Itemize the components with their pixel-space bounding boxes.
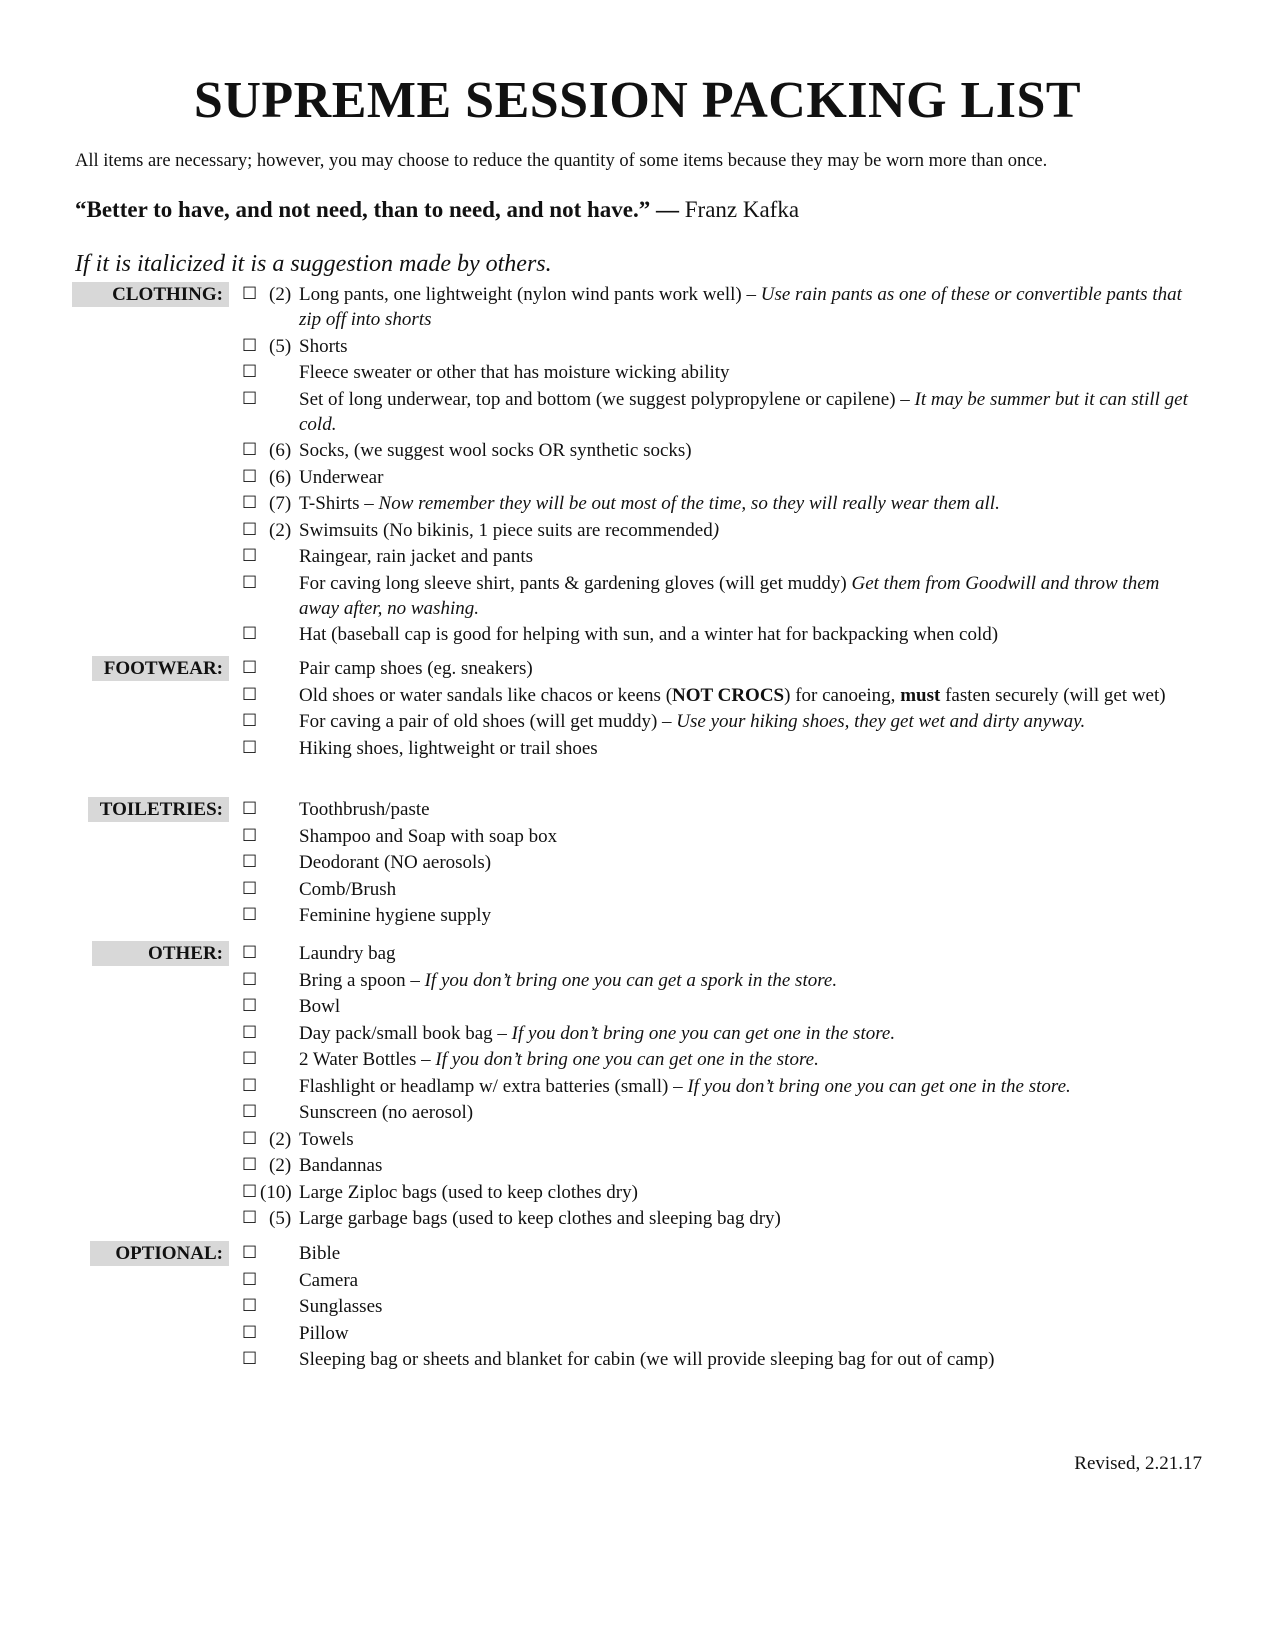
item-emphasis: must [900, 684, 941, 706]
item-list-toiletries [242, 797, 1202, 930]
item-text: Flashlight or headlamp w/ extra batteries (small) – [299, 1075, 683, 1097]
item-suggestion: Use rain pants as one of these or convertible pants that zip off into shorts [299, 284, 1182, 330]
item-list-optional [242, 1241, 1202, 1374]
item-suggestion: If you don’t bring one you can get one in the store. [687, 1075, 1071, 1097]
checkbox[interactable]: ☐ [242, 362, 258, 382]
item-suggestion: Now remember they will be out most of the time, so they will really wear them all. [378, 493, 1000, 514]
checkbox[interactable]: ☐ [242, 1022, 258, 1043]
list-item [242, 571, 1202, 621]
checkbox[interactable]: ☐ [242, 1322, 258, 1343]
item-text: Bandannas [299, 1155, 383, 1176]
item-text: Camera [299, 1269, 359, 1291]
list-item [242, 1241, 1202, 1266]
item-text: T-Shirts – [299, 493, 374, 514]
item-text: Bible [299, 1243, 341, 1264]
item-quantity: (7) [269, 493, 292, 514]
item-text: Set of long underwear, top and bottom (we suggest polypropylene or capilene) – [299, 388, 910, 410]
item-text: Pair camp shoes (eg. sneakers) [299, 658, 533, 679]
item-quantity: (6) [269, 440, 292, 461]
list-item [242, 1100, 1202, 1125]
checkbox[interactable]: ☐ [242, 852, 258, 872]
item-text: Bowl [299, 996, 341, 1017]
item-text: Sunscreen (no aerosol) [299, 1102, 474, 1123]
checkbox[interactable]: ☐ [242, 969, 258, 990]
checkbox[interactable]: ☐ [242, 737, 258, 758]
item-text: Hat (baseball cap is good for helping with sun, and a winter hat for backpacking when cold) [299, 624, 999, 645]
checkbox[interactable]: ☐ [242, 1243, 258, 1263]
item-suggestion: If you don’t bring one you can get one in the store. [511, 1022, 896, 1044]
checkbox[interactable]: ☐ [242, 1049, 258, 1069]
item-text: fasten securely (will get wet) [945, 684, 1166, 706]
checkbox[interactable]: ☐ [242, 546, 258, 566]
item-text: Sunglasses [299, 1296, 383, 1317]
list-item [242, 683, 1202, 708]
item-text: Large Ziploc bags (used to keep clothes dry) [299, 1181, 638, 1203]
list-item [242, 736, 1202, 761]
item-quantity: (2) [269, 1128, 292, 1150]
checkbox[interactable]: ☐ [242, 1181, 258, 1202]
checkbox[interactable]: ☐ [242, 825, 258, 846]
checkbox[interactable]: ☐ [242, 284, 258, 304]
item-text: ) for canoeing, [784, 684, 896, 706]
checkbox[interactable]: ☐ [242, 799, 258, 819]
item-text: Pillow [299, 1322, 349, 1344]
checkbox[interactable]: ☐ [242, 624, 258, 644]
list-item [242, 797, 1202, 822]
item-quantity: (2) [269, 1155, 292, 1176]
item-text: Old shoes or water sandals like chacos or keens ( [299, 684, 673, 706]
list-item [242, 709, 1202, 734]
item-text: 2 Water Bottles – [299, 1049, 431, 1070]
item-quantity: (2) [269, 519, 292, 541]
list-item [242, 903, 1202, 928]
item-suggestion: If you don’t bring one you can get a spork in the store. [424, 969, 838, 991]
quote-author: Franz Kafka [684, 197, 800, 222]
item-quantity: (10) [260, 1181, 292, 1203]
item-text: Deodorant (NO aerosols) [299, 852, 492, 873]
item-text: Large garbage bags (used to keep clothes and sleeping bag dry) [299, 1208, 781, 1229]
item-suggestion: Get them from Goodwill and throw them away after, no washing. [299, 572, 1160, 619]
checkbox[interactable]: ☐ [242, 905, 258, 925]
revised-date: Revised, 2.21.17 [1074, 1453, 1202, 1474]
item-text: Sleeping bag or sheets and blanket for cabin (we will provide sleeping bag for out of camp) [299, 1349, 995, 1370]
list-item [242, 518, 1202, 543]
list-item [242, 1180, 1202, 1205]
checkbox[interactable]: ☐ [242, 493, 258, 513]
item-suggestion: It may be summer but it can still get cold. [299, 388, 1188, 435]
item-text: Socks, (we suggest wool socks OR synthetic socks) [299, 440, 692, 461]
section-label-clothing: CLOTHING: [72, 282, 229, 307]
list-item [242, 282, 1202, 332]
item-text: Raingear, rain jacket and pants [299, 546, 534, 567]
quote-text: “Better to have, and not need, than to need, and not have.” — [75, 197, 679, 222]
item-text: Towels [299, 1128, 354, 1150]
checkbox[interactable]: ☐ [242, 1075, 258, 1096]
item-suggestion: Use your hiking shoes, they get wet and dirty anyway. [676, 711, 1086, 732]
list-item [242, 622, 1202, 647]
checkbox[interactable]: ☐ [242, 1128, 258, 1149]
checkbox[interactable]: ☐ [242, 1349, 258, 1369]
item-list-other [242, 941, 1202, 1233]
page-title: SUPREME SESSION PACKING LIST [193, 72, 1082, 129]
list-item [242, 1294, 1202, 1319]
checkbox[interactable]: ☐ [242, 519, 258, 540]
item-list-clothing [242, 282, 1202, 649]
list-item [242, 360, 1202, 385]
item-text: Feminine hygiene supply [299, 905, 492, 926]
list-item [242, 1074, 1202, 1099]
list-item [242, 1347, 1202, 1372]
item-text: Toothbrush/paste [299, 799, 430, 820]
list-item [242, 1268, 1202, 1293]
list-item [242, 1021, 1202, 1046]
item-quantity: (5) [269, 1208, 292, 1229]
checkbox[interactable]: ☐ [242, 388, 258, 409]
checkbox[interactable]: ☐ [242, 466, 258, 487]
item-text: Day pack/small book bag – [299, 1022, 507, 1044]
checkbox[interactable]: ☐ [242, 1208, 258, 1228]
list-item [242, 1153, 1202, 1178]
item-text: Swimsuits (No bikinis, 1 piece suits are recommended [299, 519, 713, 541]
list-item [242, 544, 1202, 569]
item-list-footwear [242, 656, 1202, 762]
section-label-footwear: FOOTWEAR: [92, 656, 229, 681]
item-text: For caving long sleeve shirt, pants & gardening gloves (will get muddy) [299, 572, 847, 594]
section-label-optional: OPTIONAL: [90, 1241, 229, 1266]
item-text: Laundry bag [299, 943, 396, 964]
item-text: Comb/Brush [299, 878, 397, 900]
item-suggestion: ) [712, 519, 720, 541]
checkbox[interactable]: ☐ [242, 1155, 258, 1175]
quote [75, 196, 799, 224]
checkbox[interactable]: ☐ [242, 943, 258, 963]
item-text: Shorts [299, 335, 348, 357]
italic-note: If it is italicized it is a suggestion made by others. [75, 251, 552, 277]
checkbox[interactable]: ☐ [242, 711, 258, 731]
checkbox[interactable]: ☐ [242, 684, 258, 705]
list-item [242, 1206, 1202, 1231]
list-item [242, 491, 1202, 516]
checkbox[interactable]: ☐ [242, 572, 258, 593]
item-text: Fleece sweater or other that has moisture wicking ability [299, 362, 730, 383]
item-quantity: (6) [269, 466, 292, 488]
item-suggestion: If you don’t bring one you can get one in the store. [435, 1049, 819, 1070]
item-text: For caving a pair of old shoes (will get muddy) – [299, 711, 672, 732]
list-item [242, 387, 1202, 437]
checkbox[interactable]: ☐ [242, 878, 258, 899]
checkbox[interactable]: ☐ [242, 996, 258, 1016]
list-item [242, 850, 1202, 875]
item-text: Bring a spoon – [299, 969, 420, 991]
item-text: Shampoo and Soap with soap box [299, 825, 558, 847]
item-text: Hiking shoes, lightweight or trail shoes [299, 737, 598, 759]
checkbox[interactable]: ☐ [242, 1269, 258, 1290]
list-item [242, 877, 1202, 902]
list-item [242, 994, 1202, 1019]
intro-text: All items are necessary; however, you may choose to reduce the quantity of some items because they may be worn more than once. [75, 151, 1048, 171]
list-item [242, 824, 1202, 849]
item-quantity: (5) [269, 335, 292, 357]
list-item [242, 1127, 1202, 1152]
list-item [242, 968, 1202, 993]
list-item [242, 1321, 1202, 1346]
list-item [242, 941, 1202, 966]
list-item [242, 438, 1202, 463]
checkbox[interactable]: ☐ [242, 440, 258, 460]
checkbox[interactable]: ☐ [242, 335, 258, 356]
list-item [242, 334, 1202, 359]
section-label-other: OTHER: [92, 941, 229, 966]
item-text: Underwear [299, 466, 384, 488]
section-label-toiletries: TOILETRIES: [88, 797, 229, 822]
list-item [242, 656, 1202, 681]
checkbox[interactable]: ☐ [242, 658, 258, 678]
item-emphasis: NOT CROCS [672, 684, 785, 706]
checkbox[interactable]: ☐ [242, 1296, 258, 1316]
checkbox[interactable]: ☐ [242, 1102, 258, 1122]
list-item [242, 1047, 1202, 1072]
list-item [242, 465, 1202, 490]
item-quantity: (2) [269, 284, 292, 305]
item-text: Long pants, one lightweight (nylon wind pants work well) – [299, 284, 756, 305]
